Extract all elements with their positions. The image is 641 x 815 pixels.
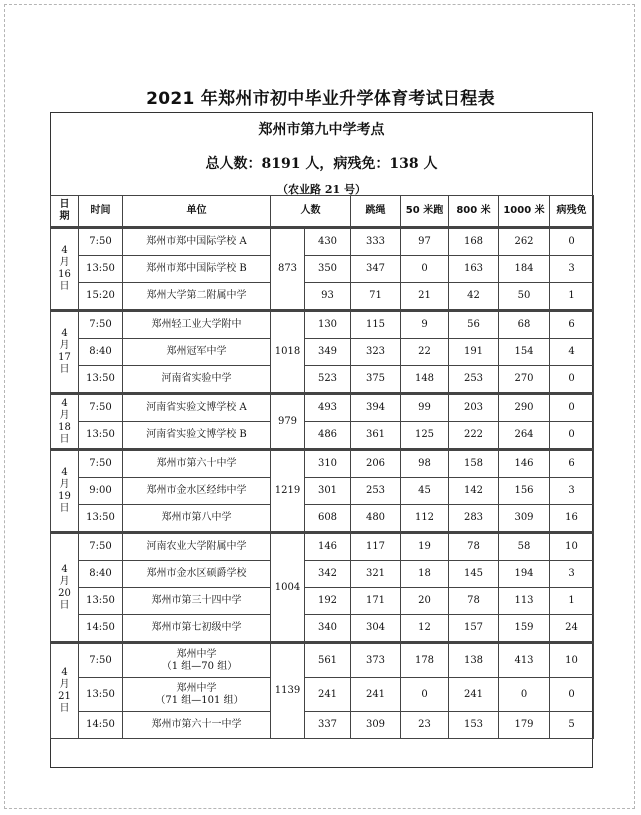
exempt-cell: 0 — [550, 422, 594, 450]
people-cell: 430 — [305, 228, 351, 256]
people-cell: 192 — [305, 588, 351, 615]
table-row — [51, 588, 594, 615]
rope-cell: 253 — [351, 478, 401, 505]
rope-cell: 321 — [351, 561, 401, 588]
rope-cell: 323 — [351, 339, 401, 366]
run1000-cell: 146 — [499, 450, 550, 478]
people-cell: 342 — [305, 561, 351, 588]
header-run1000: 1000 米 — [499, 196, 550, 228]
run800-cell: 191 — [449, 339, 499, 366]
rope-cell: 347 — [351, 256, 401, 283]
run800-cell: 145 — [449, 561, 499, 588]
schedule-table — [50, 195, 594, 739]
run50-cell: 23 — [401, 712, 449, 739]
run800-cell: 253 — [449, 366, 499, 394]
table-row — [51, 615, 594, 643]
unit-cell: 河南农业大学附属中学 — [123, 533, 271, 561]
table-row — [51, 643, 594, 678]
unit-cell: 郑州中学 （71 组—101 组） — [123, 678, 271, 712]
header-run800: 800 米 — [449, 196, 499, 228]
rope-cell: 171 — [351, 588, 401, 615]
totals-summary: 总人数：8191 人，病残免：138 人 — [205, 156, 438, 172]
rope-cell: 480 — [351, 505, 401, 533]
exempt-cell: 10 — [550, 533, 594, 561]
exempt-cell: 5 — [550, 712, 594, 739]
run50-cell: 125 — [401, 422, 449, 450]
people-cell: 486 — [305, 422, 351, 450]
table-row — [51, 478, 594, 505]
time-cell: 13:50 — [79, 256, 123, 283]
unit-cell: 河南省实验文博学校 A — [123, 394, 271, 422]
time-cell: 15:20 — [79, 283, 123, 311]
document-title: 2021 年郑州市初中毕业升学体育考试日程表 — [146, 89, 495, 109]
people-cell: 493 — [305, 394, 351, 422]
table-row — [51, 366, 594, 394]
people-cell: 608 — [305, 505, 351, 533]
rope-cell: 241 — [351, 678, 401, 712]
table-row — [51, 712, 594, 739]
venue-title: 郑州市第九中学考点 — [258, 122, 385, 138]
header-row — [51, 196, 594, 228]
exempt-cell: 1 — [550, 283, 594, 311]
run800-cell: 241 — [449, 678, 499, 712]
header-unit: 单位 — [123, 196, 271, 228]
unit-cell: 郑州市郑中国际学校 A — [123, 228, 271, 256]
exempt-cell: 6 — [550, 450, 594, 478]
run1000-cell: 156 — [499, 478, 550, 505]
people-cell: 337 — [305, 712, 351, 739]
schedule-sheet — [50, 112, 593, 768]
header-people: 人数 — [271, 196, 351, 228]
group-total-cell: 1004 — [271, 533, 305, 643]
venue-address: （农业路 21 号） — [277, 183, 366, 196]
run1000-cell: 179 — [499, 712, 550, 739]
unit-cell: 郑州市第六十中学 — [123, 450, 271, 478]
run50-cell: 18 — [401, 561, 449, 588]
day-group — [51, 450, 594, 533]
header-exempt: 病残免 — [550, 196, 594, 228]
time-cell: 14:50 — [79, 712, 123, 739]
exempt-cell: 0 — [550, 394, 594, 422]
unit-cell: 郑州市金水区经纬中学 — [123, 478, 271, 505]
exempt-cell: 0 — [550, 366, 594, 394]
run50-cell: 21 — [401, 283, 449, 311]
date-cell: 4 月 20 日 — [51, 533, 79, 643]
people-cell: 310 — [305, 450, 351, 478]
unit-cell: 河南省实验文博学校 B — [123, 422, 271, 450]
run1000-cell: 154 — [499, 339, 550, 366]
run1000-cell: 194 — [499, 561, 550, 588]
run50-cell: 148 — [401, 366, 449, 394]
exempt-cell: 0 — [550, 678, 594, 712]
unit-cell: 郑州市第七初级中学 — [123, 615, 271, 643]
header-date: 日 期 — [51, 196, 79, 228]
time-cell: 7:50 — [79, 311, 123, 339]
run800-cell: 168 — [449, 228, 499, 256]
group-total-cell: 1018 — [271, 311, 305, 394]
run800-cell: 153 — [449, 712, 499, 739]
date-cell: 4 月 21 日 — [51, 643, 79, 739]
exempt-cell: 24 — [550, 615, 594, 643]
rope-cell: 375 — [351, 366, 401, 394]
run1000-cell: 68 — [499, 311, 550, 339]
table-row — [51, 678, 594, 712]
run1000-cell: 50 — [499, 283, 550, 311]
date-cell: 4 月 16 日 — [51, 228, 79, 311]
people-cell: 93 — [305, 283, 351, 311]
time-cell: 13:50 — [79, 678, 123, 712]
run1000-cell: 0 — [499, 678, 550, 712]
run800-cell: 157 — [449, 615, 499, 643]
run50-cell: 0 — [401, 256, 449, 283]
date-cell: 4 月 18 日 — [51, 394, 79, 450]
time-cell: 8:40 — [79, 339, 123, 366]
rope-cell: 333 — [351, 228, 401, 256]
run50-cell: 19 — [401, 533, 449, 561]
group-total-cell: 979 — [271, 394, 305, 450]
rope-cell: 206 — [351, 450, 401, 478]
exempt-cell: 6 — [550, 311, 594, 339]
run1000-cell: 113 — [499, 588, 550, 615]
rope-cell: 304 — [351, 615, 401, 643]
exempt-cell: 3 — [550, 478, 594, 505]
table-row — [51, 450, 594, 478]
rope-cell: 373 — [351, 643, 401, 678]
run50-cell: 12 — [401, 615, 449, 643]
run1000-cell: 270 — [499, 366, 550, 394]
rope-cell: 361 — [351, 422, 401, 450]
time-cell: 9:00 — [79, 478, 123, 505]
header-run50: 50 米跑 — [401, 196, 449, 228]
time-cell: 13:50 — [79, 366, 123, 394]
table-row — [51, 339, 594, 366]
exempt-cell: 16 — [550, 505, 594, 533]
table-row — [51, 422, 594, 450]
people-cell: 130 — [305, 311, 351, 339]
run1000-cell: 159 — [499, 615, 550, 643]
run1000-cell: 290 — [499, 394, 550, 422]
unit-cell: 郑州市金水区硕爵学校 — [123, 561, 271, 588]
day-group — [51, 643, 594, 739]
exempt-cell: 4 — [550, 339, 594, 366]
rope-cell: 309 — [351, 712, 401, 739]
time-cell: 13:50 — [79, 588, 123, 615]
unit-cell: 郑州冠军中学 — [123, 339, 271, 366]
table-row — [51, 283, 594, 311]
run800-cell: 78 — [449, 533, 499, 561]
run800-cell: 78 — [449, 588, 499, 615]
exempt-cell: 10 — [550, 643, 594, 678]
run50-cell: 0 — [401, 678, 449, 712]
people-cell: 241 — [305, 678, 351, 712]
exempt-cell: 1 — [550, 588, 594, 615]
run800-cell: 158 — [449, 450, 499, 478]
people-cell: 523 — [305, 366, 351, 394]
rope-cell: 394 — [351, 394, 401, 422]
run800-cell: 203 — [449, 394, 499, 422]
time-cell: 13:50 — [79, 422, 123, 450]
header-time: 时间 — [79, 196, 123, 228]
run50-cell: 178 — [401, 643, 449, 678]
group-total-cell: 1139 — [271, 643, 305, 739]
exempt-cell: 3 — [550, 256, 594, 283]
run1000-cell: 264 — [499, 422, 550, 450]
run800-cell: 138 — [449, 643, 499, 678]
people-cell: 301 — [305, 478, 351, 505]
run800-cell: 222 — [449, 422, 499, 450]
group-total-cell: 1219 — [271, 450, 305, 533]
run1000-cell: 58 — [499, 533, 550, 561]
rope-cell: 117 — [351, 533, 401, 561]
time-cell: 7:50 — [79, 228, 123, 256]
table-row — [51, 561, 594, 588]
table-row — [51, 228, 594, 256]
run50-cell: 112 — [401, 505, 449, 533]
run50-cell: 99 — [401, 394, 449, 422]
date-cell: 4 月 19 日 — [51, 450, 79, 533]
run800-cell: 42 — [449, 283, 499, 311]
header-rope: 跳绳 — [351, 196, 401, 228]
time-cell: 7:50 — [79, 533, 123, 561]
run50-cell: 45 — [401, 478, 449, 505]
rope-cell: 115 — [351, 311, 401, 339]
run800-cell: 142 — [449, 478, 499, 505]
unit-cell: 郑州市第三十四中学 — [123, 588, 271, 615]
run50-cell: 22 — [401, 339, 449, 366]
time-cell: 7:50 — [79, 643, 123, 678]
rope-cell: 71 — [351, 283, 401, 311]
unit-cell: 郑州市第六十一中学 — [123, 712, 271, 739]
table-row — [51, 505, 594, 533]
people-cell: 349 — [305, 339, 351, 366]
group-total-cell: 873 — [271, 228, 305, 311]
people-cell: 340 — [305, 615, 351, 643]
day-group — [51, 228, 594, 311]
day-group — [51, 311, 594, 394]
run50-cell: 98 — [401, 450, 449, 478]
run50-cell: 20 — [401, 588, 449, 615]
day-group — [51, 394, 594, 450]
run800-cell: 163 — [449, 256, 499, 283]
unit-cell: 河南省实验中学 — [123, 366, 271, 394]
time-cell: 8:40 — [79, 561, 123, 588]
unit-cell: 郑州大学第二附属中学 — [123, 283, 271, 311]
run50-cell: 9 — [401, 311, 449, 339]
time-cell: 7:50 — [79, 394, 123, 422]
run800-cell: 56 — [449, 311, 499, 339]
time-cell: 13:50 — [79, 505, 123, 533]
unit-cell: 郑州市第八中学 — [123, 505, 271, 533]
unit-cell: 郑州轻工业大学附中 — [123, 311, 271, 339]
time-cell: 7:50 — [79, 450, 123, 478]
unit-cell: 郑州市郑中国际学校 B — [123, 256, 271, 283]
people-cell: 146 — [305, 533, 351, 561]
run1000-cell: 262 — [499, 228, 550, 256]
run1000-cell: 413 — [499, 643, 550, 678]
table-row — [51, 533, 594, 561]
exempt-cell: 0 — [550, 228, 594, 256]
people-cell: 350 — [305, 256, 351, 283]
table-row — [51, 311, 594, 339]
table-row — [51, 394, 594, 422]
exempt-cell: 3 — [550, 561, 594, 588]
run800-cell: 283 — [449, 505, 499, 533]
run1000-cell: 309 — [499, 505, 550, 533]
run50-cell: 97 — [401, 228, 449, 256]
table-row — [51, 256, 594, 283]
people-cell: 561 — [305, 643, 351, 678]
day-group — [51, 533, 594, 643]
run1000-cell: 184 — [499, 256, 550, 283]
time-cell: 14:50 — [79, 615, 123, 643]
date-cell: 4 月 17 日 — [51, 311, 79, 394]
unit-cell: 郑州中学 （1 组—70 组） — [123, 643, 271, 678]
